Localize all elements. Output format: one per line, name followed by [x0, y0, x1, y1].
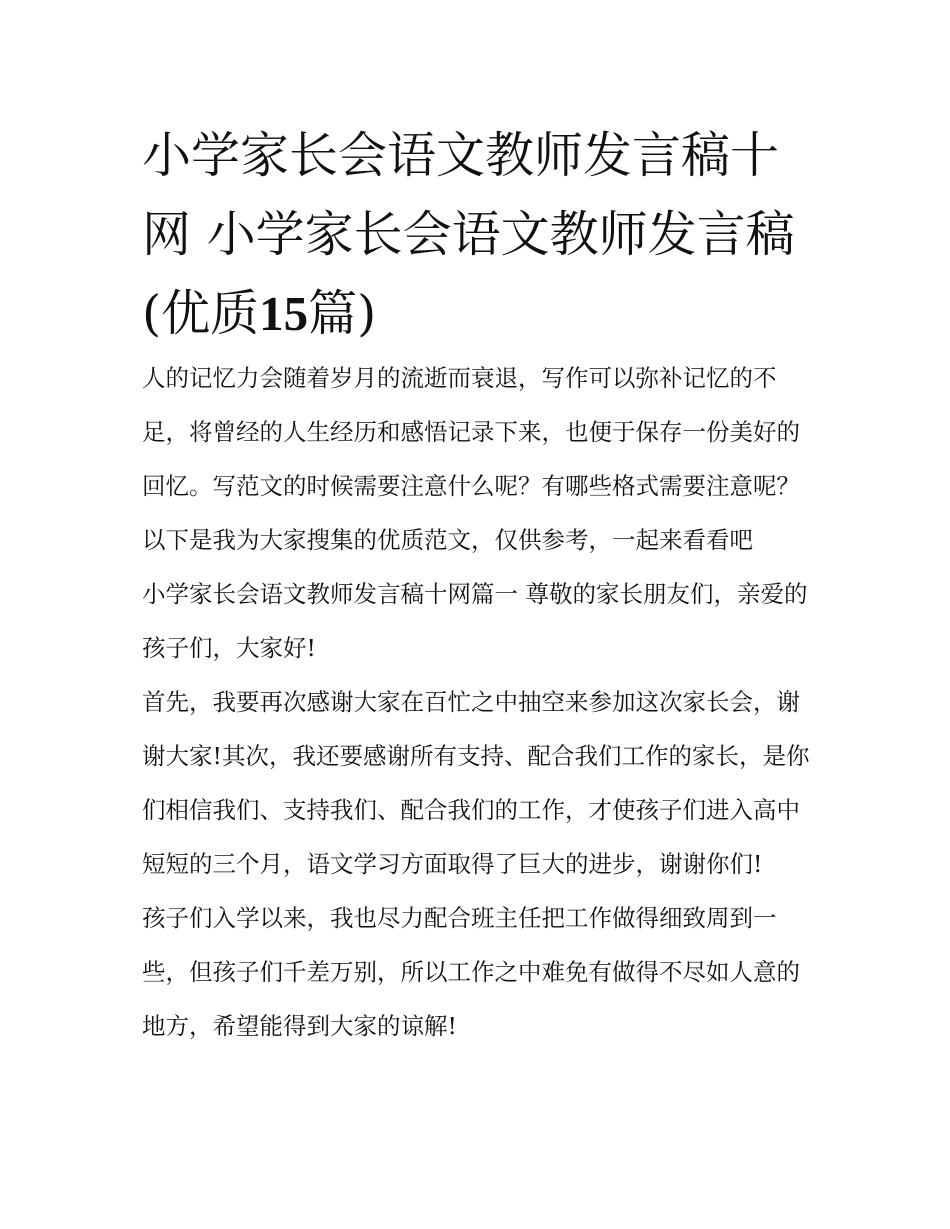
- title-number: 15: [259, 286, 309, 341]
- title-text-end: 篇): [308, 285, 377, 342]
- paragraph-thanks: 首先，我要再次感谢大家在百忙之中抽空来参加这次家长会，谢谢大家!其次，我还要感谢所有支持、配合我们工作的家长，是你们相信我们、支持我们、配合我们的工作，才使孩子们进入高中短短的三个月，语文学习方面取得了巨大的进步，谢谢你们!: [142, 688, 810, 878]
- document-body: [142, 351, 822, 1053]
- paragraph-greeting: 小学家长会语文教师发言稿十网篇一 尊敬的家长朋友们，亲爱的孩子们，大家好!: [142, 580, 808, 662]
- paragraph-intro: 人的记忆力会随着岁月的流逝而衰退，写作可以弥补记忆的不足，将曾经的人生经历和感悟记录下来，也便于保存一份美好的回忆。写范文的时候需要注意什么呢？有哪些格式需要注意呢？以下是我为大家搜集的优质范文，仅供参考，一起来看看吧: [142, 364, 800, 554]
- title-text-main: 小学家长会语文教师发言稿十网 小学家长会语文教师发言稿(优质: [142, 127, 795, 342]
- paragraph-apology: 孩子们入学以来，我也尽力配合班主任把工作做得细致周到一些，但孩子们千差万别，所以工作之中难免有做得不尽如人意的地方，希望能得到大家的谅解!: [142, 904, 800, 1040]
- document-title: [142, 116, 822, 353]
